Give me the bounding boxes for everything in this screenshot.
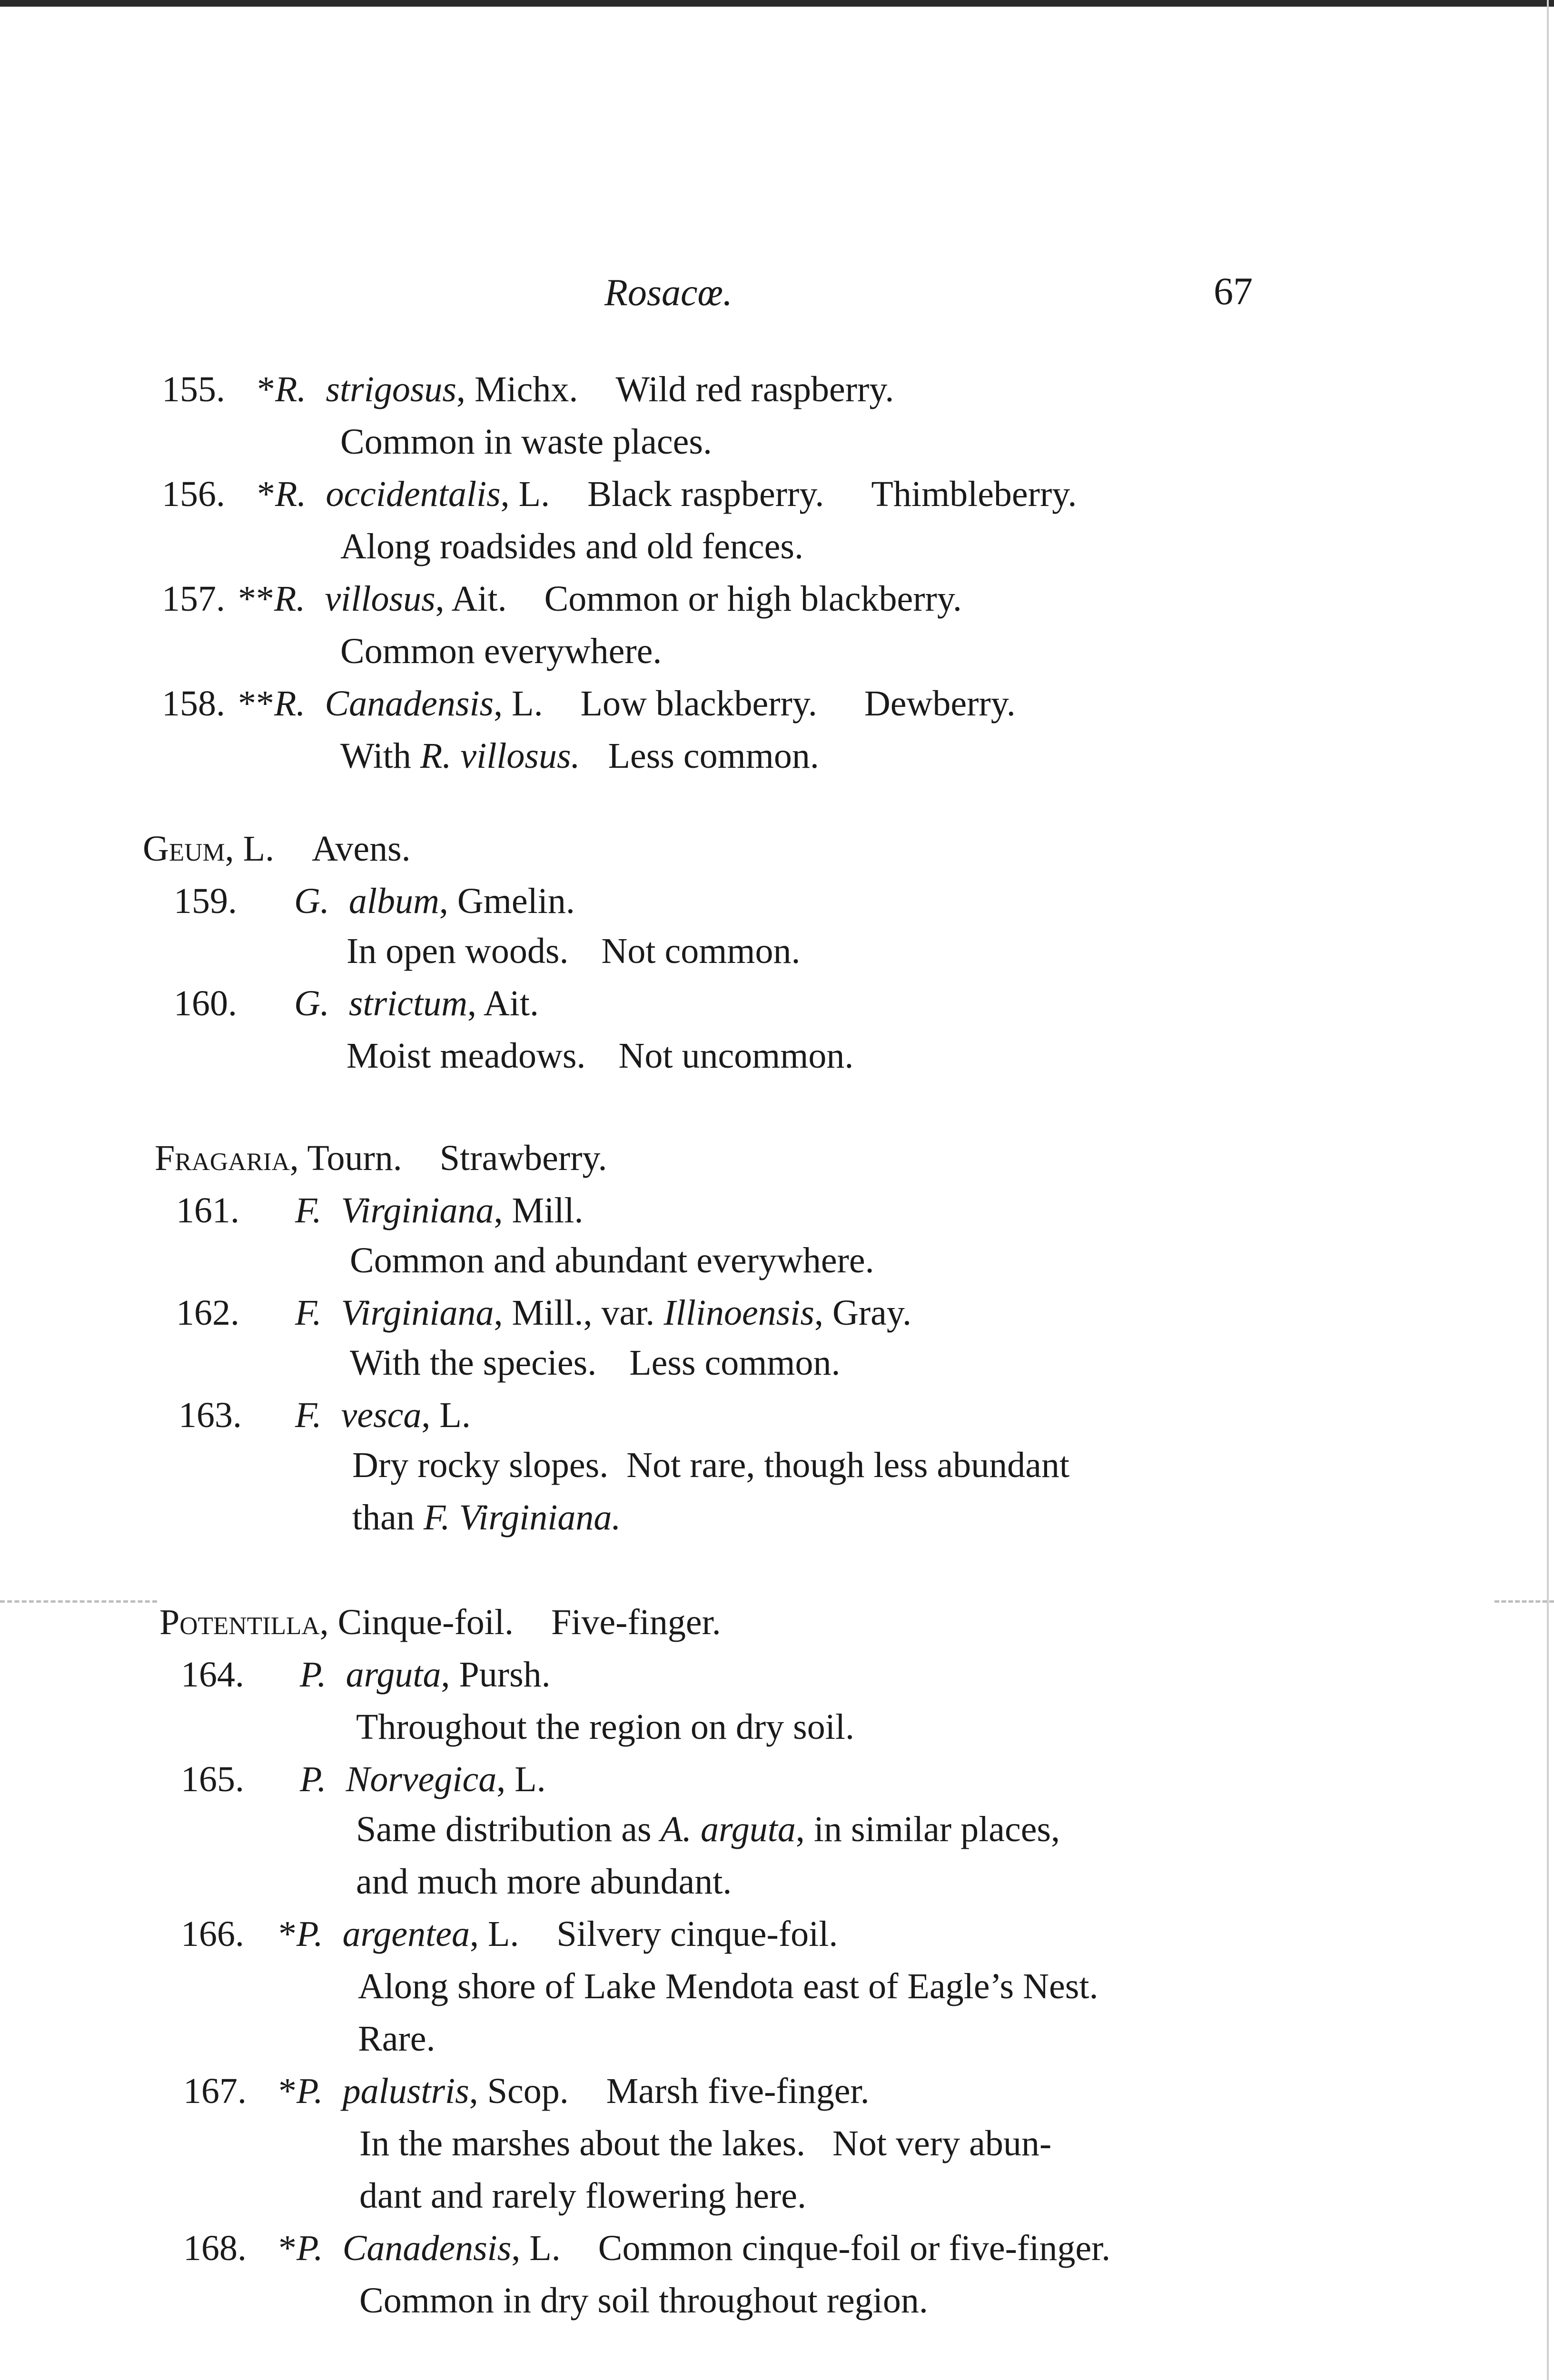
entry-number: 161. [176,1190,239,1230]
entry-name-line: *P. Canadensis, L. Common cinque-foil or five-finger. [278,2228,1111,2268]
entry-description: With the species. Less common. [350,1343,841,1383]
entry-name-line: *P. argentea, L. Silvery cinque-foil. [278,1914,838,1954]
entry-description: Dry rocky slopes. Not rare, though less abundant [352,1445,1070,1485]
entry-number: 160. [174,983,237,1023]
entry-description-cont: and much more abundant. [356,1862,732,1902]
entry-number: 167. [183,2071,247,2111]
entry-number: 165. [181,1759,244,1799]
entry-description: Same distribution as A. arguta, in similar places, [356,1809,1060,1849]
genus-heading: Fragaria, Tourn. Strawberry. [155,1138,607,1178]
entry-name-line: G. album, Gmelin. [294,881,575,921]
entry-description-cont: Rare. [358,2019,436,2059]
scan-edge-right [1547,0,1549,2380]
entry-name-line: F. vesca, L. [295,1395,471,1435]
entry-number: 163. [178,1395,242,1435]
running-header: Rosacœ. [604,272,732,314]
entry-number: 157. [162,579,225,619]
entry-name-line: P. Norvegica, L. [300,1759,546,1799]
entry-number: 158. [162,684,225,724]
entry-name-line: F. Virginiana, Mill. [295,1190,584,1230]
entry-description: Common everywhere. [340,631,662,671]
entry-name-line: **R. Canadensis, L. Low blackberry. Dewberry. [238,684,1016,724]
entry-number: 155. [162,369,225,409]
entry-description: Common in waste places. [340,422,712,462]
genus-heading: Geum, L. Avens. [143,829,411,869]
fold-line-right [1495,1600,1554,1603]
entry-name-line: **R. villosus, Ait. Common or high blackberry. [238,579,962,619]
entry-description: Moist meadows. Not uncommon. [346,1036,854,1076]
entry-name-line: G. strictum, Ait. [294,983,539,1023]
page-number: 67 [1214,269,1253,313]
entry-description: Throughout the region on dry soil. [356,1707,854,1747]
genus-heading: Potentilla, Cinque-foil. Five-finger. [159,1602,721,1642]
entry-name-line: *P. palustris, Scop. Marsh five-finger. [278,2071,870,2111]
entry-description: Along roadsides and old fences. [340,526,803,566]
scan-edge-top [0,0,1554,7]
entry-description: With R. villosus. Less common. [340,736,819,776]
entry-description: Common in dry soil throughout region. [359,2281,928,2320]
entry-number: 164. [181,1655,244,1695]
entry-description: In open woods. Not common. [346,931,801,971]
entry-number: 166. [181,1914,244,1954]
entry-description: Common and abundant everywhere. [350,1240,874,1280]
entry-number: 159. [174,881,237,921]
entry-description: In the marshes about the lakes. Not very abun- [359,2123,1052,2163]
entry-description: Along shore of Lake Mendota east of Eagle’s Nest. [358,1966,1099,2006]
entry-name-line: F. Virginiana, Mill., var. Illinoensis, Gray. [295,1293,911,1333]
entry-number: 168. [183,2228,247,2268]
fold-line-left [0,1600,157,1603]
entry-name-line: *R. occidentalis, L. Black raspberry. Thimbleberry. [257,474,1077,514]
entry-number: 162. [176,1293,239,1333]
entry-description-cont: dant and rarely flowering here. [359,2176,807,2216]
entry-number: 156. [162,474,225,514]
entry-name-line: P. arguta, Pursh. [300,1655,551,1695]
entry-description-cont: than F. Virginiana. [352,1497,621,1537]
entry-name-line: *R. strigosus, Michx. Wild red raspberry. [257,369,894,409]
